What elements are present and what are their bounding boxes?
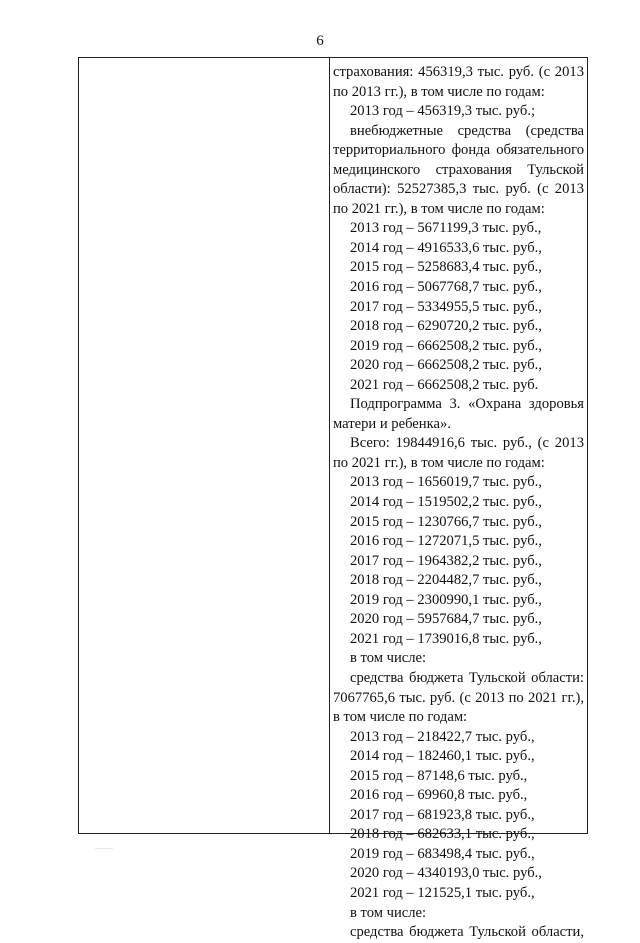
text-line: 2020 год – 4340193,0 тыс. руб.,: [350, 865, 542, 882]
text-line: средства бюджета Тульской области:: [350, 669, 584, 686]
left-column-cell: [79, 58, 329, 833]
text-line: по 2021 гг.), в том числе по годам:: [333, 454, 545, 471]
text-line: 2015 год – 1230766,7 тыс. руб.,: [350, 513, 542, 530]
text-line: 2016 год – 69960,8 тыс. руб.,: [350, 787, 528, 804]
text-line: 2021 год – 6662508,2 тыс. руб.: [350, 376, 539, 393]
text-line: 2016 год – 1272071,5 тыс. руб.,: [350, 533, 542, 550]
text-line: по 2021 гг.), в том числе по годам:: [333, 200, 545, 217]
text-line: 7067765,6 тыс. руб. (с 2013 по 2021 гг.),: [333, 689, 584, 706]
text-line: 2018 год – 2204482,7 тыс. руб.,: [350, 572, 542, 589]
document-table: [78, 57, 588, 941]
text-line: 2020 год – 6662508,2 тыс. руб.,: [350, 357, 542, 374]
text-line: 2021 год – 121525,1 тыс. руб.,: [350, 884, 535, 901]
text-line: страхования: 456319,3 тыс. руб. (с 2013: [333, 64, 584, 80]
text-line: 2017 год – 681923,8 тыс. руб.,: [350, 806, 535, 823]
text-line: 2016 год – 5067768,7 тыс. руб.,: [350, 279, 542, 296]
text-line: 2021 год – 1739016,8 тыс. руб.,: [350, 630, 542, 647]
text-line: 2014 год – 4916533,6 тыс. руб.,: [350, 239, 542, 256]
text-line: 2013 год – 218422,7 тыс. руб.,: [350, 728, 535, 745]
text-line: матери и ребенка».: [333, 415, 451, 432]
text-line: территориального фонда обязательного: [333, 142, 584, 159]
page-number: 6: [316, 33, 324, 49]
text-line: 2020 год – 5957684,7 тыс. руб.,: [350, 611, 542, 628]
text-line: 2017 год – 1964382,2 тыс. руб.,: [350, 552, 542, 569]
text-line: 2015 год – 87148,6 тыс. руб.,: [350, 767, 528, 784]
text-line: 2019 год – 2300990,1 тыс. руб.,: [350, 591, 542, 608]
text-line: средства бюджета Тульской области,: [350, 924, 584, 941]
text-line: Подпрограмма 3. «Охрана здоровья: [350, 396, 584, 413]
text-line: 2015 год – 5258683,4 тыс. руб.,: [350, 259, 542, 276]
text-line: 2018 год – 682633,1 тыс. руб.,: [350, 826, 535, 843]
right-column-cell: [330, 58, 587, 941]
text-line: 2013 год – 5671199,3 тыс. руб.,: [350, 220, 542, 237]
text-line: Всего: 19844916,6 тыс. руб., (с 2013: [350, 435, 584, 452]
text-line: по 2013 гг.), в том числе по годам:: [333, 83, 545, 100]
text-line: медицинского страхования Тульской: [333, 161, 584, 178]
text-line: 2017 год – 5334955,5 тыс. руб.,: [350, 298, 542, 315]
text-line: в том числе:: [350, 650, 427, 667]
text-line: 2019 год – 6662508,2 тыс. руб.,: [350, 337, 542, 354]
text-line: внебюджетные средства (средства: [350, 122, 584, 139]
text-line: 2014 год – 182460,1 тыс. руб.,: [350, 748, 535, 765]
text-line: 2013 год – 456319,3 тыс. руб.;: [350, 103, 536, 120]
text-line: 2014 год – 1519502,2 тыс. руб.,: [350, 494, 542, 511]
text-line: 2018 год – 6290720,2 тыс. руб.,: [350, 318, 542, 335]
text-line: в том числе по годам:: [333, 709, 468, 726]
text-line: области): 52527385,3 тыс. руб. (с 2013: [333, 181, 584, 198]
scan-artifact-line: [95, 848, 113, 849]
text-line: в том числе:: [350, 904, 427, 921]
text-line: 2019 год – 683498,4 тыс. руб.,: [350, 845, 535, 862]
text-line: 2013 год – 1656019,7 тыс. руб.,: [350, 474, 542, 491]
